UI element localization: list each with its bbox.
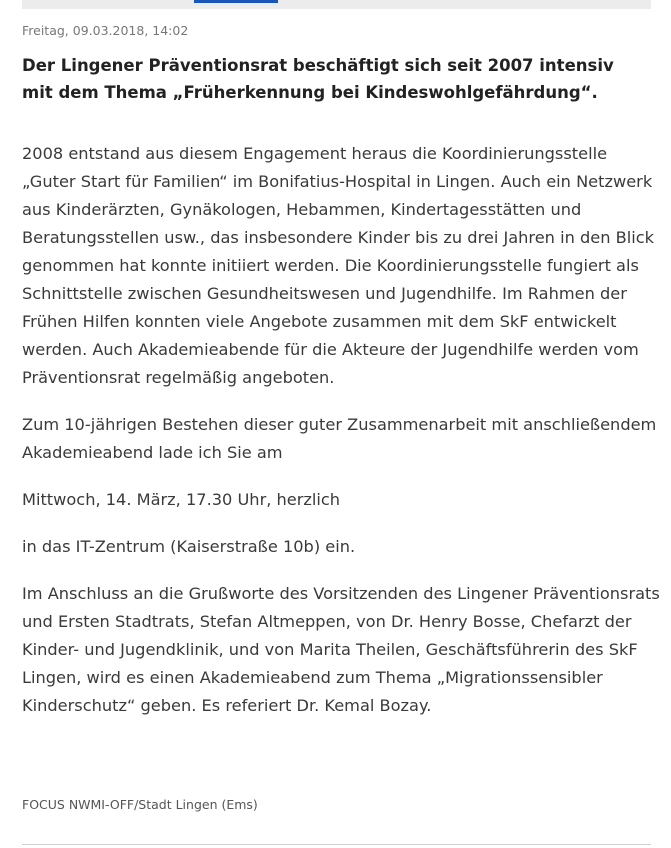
top-link-underline[interactable] — [194, 0, 278, 3]
article-paragraph: in das IT-Zentrum (Kaiserstraße 10b) ein. — [22, 537, 356, 556]
article-body — [22, 140, 662, 739]
article-paragraph: Mittwoch, 14. März, 17.30 Uhr, herzlich — [22, 490, 341, 509]
article-lead: Der Lingener Präventionsrat beschäftigt sich seit 2007 intensiv mit dem Thema „Früherkennung bei Kindeswohlgefährdung“. — [22, 56, 614, 102]
article-paragraph: Zum 10-jährigen Bestehen dieser guter Zusammenarbeit mit anschließendem Akademieabend lade ich Sie am — [22, 415, 657, 462]
article-source: FOCUS NWMI-OFF/Stadt Lingen (Ems) — [22, 797, 258, 812]
article-paragraph: 2008 entstand aus diesem Engagement heraus die Koordinierungsstelle „Guter Start für Familien“ im Bonifatius-Hospital in Lingen. Auch ein Netzwerk aus Kinderärzten, Gynäkologen, Hebammen, Kindertagesstätten und Beratungsstellen usw., das insbesondere Kinder bis zu drei Jahren in den Blick genommen hat konnte initiiert werden. Die Koordinierungsstelle fungiert als Schnittstelle zwischen Gesundheitswesen und Jugendhilfe. Im Rahmen der Frühen Hilfen konnten viele Angebote zusammen mit dem SkF entwickelt werden. Auch Akademieabende für die Akteure der Jugendhilfe werden vom Präventionsrat regelmäßig angeboten. — [22, 144, 654, 387]
article-date: Freitag, 09.03.2018, 14:02 — [22, 23, 189, 38]
divider — [22, 844, 651, 845]
article-paragraph: Im Anschluss an die Grußworte des Vorsitzenden des Lingener Präventionsrats und Ersten Stadtrats, Stefan Altmeppen, von Dr. Henry Bosse, Chefarzt der Kinder- und Jugendklinik, und von Marita Theilen, Geschäftsführerin des SkF Lingen, wird es einen Akademieabend zum Thema „Migrationssensibler Kinderschutz“ geben. Es referiert Dr. Kemal Bozay. — [22, 584, 660, 715]
top-bar — [22, 0, 651, 9]
